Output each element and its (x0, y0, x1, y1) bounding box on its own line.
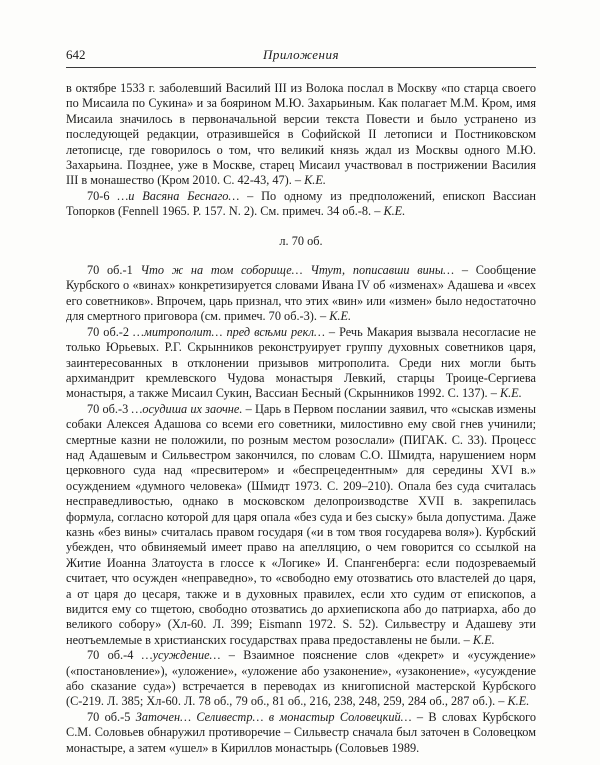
paragraph (66, 402, 536, 649)
text-segment: – По одному из предположений, епископ Вассиан Топорков (Fennell 1965. Р. 157. N. 2). См. примеч. 34 об.-8. – (66, 188, 536, 219)
text-segment: в октябре 1533 г. заболевший Василий III из Волока послал в Москву «по старца своего по Мисаила по Сукина» и за боярином М.Ю. Захарьиным. Как полагает М.М. Кром, имя Мисаила значилось в первоначальной версии текста Повести и было устранено из последующей редакции, отразившейся в Софийской II летописи и Постниковском летописце, где говорилось о том, что великий князь ждал из Москвы одного М.Ю. Захарьина. Позднее, уже в Москве, старец Мисаил участвовал в пострижении Василия III в монашество (Кром 2010. С. 42-43, 47). – (66, 81, 536, 188)
text-block (66, 81, 536, 756)
text-segment: 70 об.-4 (87, 648, 142, 663)
text-segment-italic: …митрополит… пред всѣми рекл… (133, 324, 325, 339)
text-segment: 70 об.-3 (87, 401, 132, 416)
running-title: Приложения (262, 47, 340, 62)
text-segment: – Речь Макария вызвала несогласие не только Юрьевых. Р.Г. Скрынников реконструирует группу духовных советников царя, заинтересованных в отклонении призывов митрополита. Среди них могли быть архимандрит кремлевского Чудова монастыря Левкий, старцы Троице-Сергиева монастыря, а также Мисаил Сукин, Вассиан Бесный (Скрынников 1992. С. 137). – (66, 324, 536, 401)
text-segment: – Взаимное пояснение слов «декрет» и «усуждение» («постановление»), «уложение», «уложение або узаконение», «узаконение», «усуждение або сказание суда») встречается в переводах из книгописной мастерской Курбского (С-219. Л. 385; Хл-60. Л. 78 об., 79 об., 81 об., 216, 238, 248, 259, 284 об., 287 об.). – (66, 648, 536, 709)
text-segment: 70 об.-1 (87, 263, 141, 278)
text-segment-italic: К.Е. (304, 173, 326, 188)
text-segment-italic: К.Е. (507, 694, 530, 709)
text-segment: 70 об.-5 (87, 709, 136, 724)
paragraph (66, 263, 536, 325)
paragraph (66, 648, 536, 710)
text-segment: – Сообщение Курбского о «винах» конкретизируется словами Ивана IV об «изменах» Адашева и «всех его советников». Впрочем, царь признал, что этих «вин» или «измен» было недостаточно для смертного приговора (см. примеч. 70 об.-3). – (66, 263, 537, 324)
page-header (66, 46, 536, 63)
text-segment-italic: К.Е. (329, 309, 352, 324)
paragraph (66, 710, 536, 756)
text-segment: 70-6 (87, 188, 118, 203)
text-segment-italic: К.Е. (472, 632, 495, 647)
text-segment-italic: Заточен… Селивестр… в монастыр Соловецкий… (135, 709, 412, 724)
text-segment-italic: …усуждение… (141, 648, 221, 663)
text-segment-italic: …и Васяна Беснаго… (117, 188, 240, 203)
text-segment: – Царь в Первом послании заявил, что «сыскав измены собаки Алексея Адашова со всеми его советники, милостивно ему свой гнев учинили; смертные казни не положили, по розным местом розослали» (ПИГАК. С. 33). Процесс над Адашевым и Сильвестром закончился, по словам С.О. Шмидта, нарушением норм церковного суда над «пресвитером» и «беспрецедентным» для середины XVI в.» осуждением «думного человека» (Шмидт 1973. С. 209–210). Опала без суда считалась несправедливостью, однако в московском делопроизводстве XVII в. закрепилась формула, согласно которой для царя опала «без суда и без сыску» была допустима. Даже казнь «без вины» считалась правом государя («и в том твоя государева воля»). Курбский убежден, что обвиняемый имеет право на апелляцию, о чем говорится со ссылкой на Житие Иоанна Златоуста в глоссе к «Логике» И. Спангенберга: если подозреваемый считает, что осужден «неправедно», то «свободно ему отозватись ото властелей до царя, а от царя до цесаря, также и в духовных правилех, если хто судим от епископов, а видится ему со тщетою, свободно отозватись до архиепископа або до патриарха, або до великого собору» (Хл-60. Л. 399; Eismann 1972. S. 52). Сильвестру и Адашеву эти неотъемлемые в христианских государствах права предоставлены не были. – (66, 401, 536, 647)
text-segment-italic: К.Е. (383, 204, 406, 219)
paragraph (66, 81, 536, 189)
header-rule (66, 67, 536, 68)
text-segment: 70 об.-2 (87, 324, 134, 339)
text-segment: – В словах Курбского С.М. Соловьев обнаружил противоречие – Сильвестр сначала был заточен в Соловецком монастыре, а затем «ушел» в Кириллов монастырь (Соловьев 1989. (66, 709, 537, 755)
text-segment-italic: К.Е. (499, 386, 522, 401)
page-number: 642 (66, 47, 86, 62)
text-segment-italic: Что ж на том соборище… Чтут, пописавши вины… (140, 263, 455, 278)
text-segment-italic: …осудиша их заочне. (131, 401, 243, 416)
folio-heading (66, 234, 536, 249)
text-segment: л. 70 об. (279, 233, 323, 248)
paragraph (66, 325, 536, 402)
paragraph (66, 189, 536, 220)
